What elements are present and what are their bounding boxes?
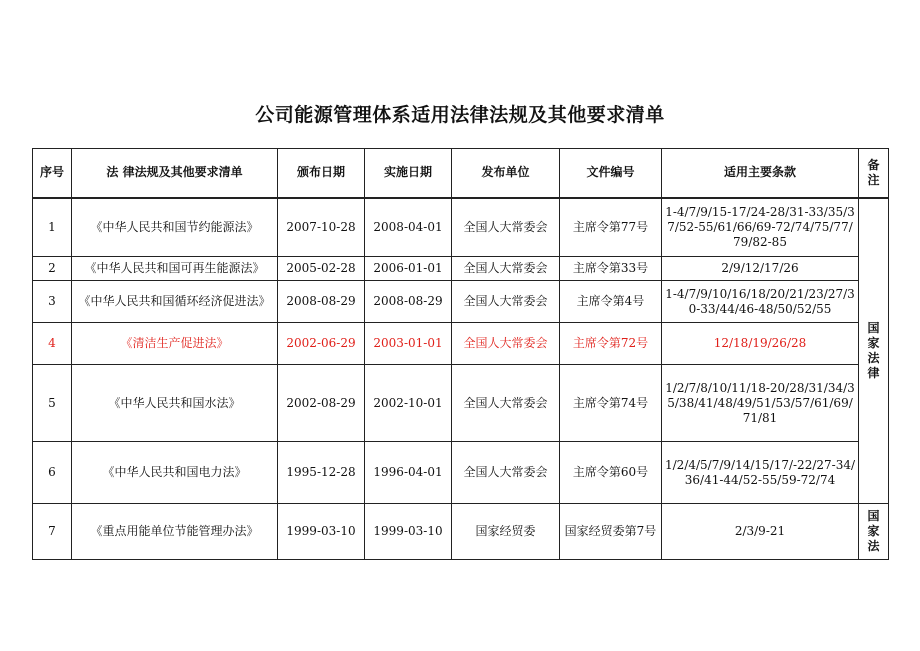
cell-publish-date: 2008-08-29 bbox=[278, 281, 365, 323]
cell-publish-date: 1999-03-10 bbox=[278, 504, 365, 560]
cell-effective-date: 2002-10-01 bbox=[365, 365, 452, 442]
cell-name: 《清洁生产促进法》 bbox=[72, 323, 278, 365]
remark-national-regulation: 国家法 bbox=[859, 504, 889, 560]
header-name: 法 律法规及其他要求清单 bbox=[72, 149, 278, 198]
cell-name: 《中华人民共和国循环经济促进法》 bbox=[72, 281, 278, 323]
cell-doc-no: 主席令第77号 bbox=[560, 198, 662, 257]
cell-clauses: 1-4/7/9/15-17/24-28/31-33/35/37/52-55/61/66/69-72/74/75/77/79/82-85 bbox=[662, 198, 859, 257]
cell-effective-date: 2008-04-01 bbox=[365, 198, 452, 257]
cell-name: 《中华人民共和国电力法》 bbox=[72, 442, 278, 504]
cell-name: 《中华人民共和国节约能源法》 bbox=[72, 198, 278, 257]
header-seq: 序号 bbox=[33, 149, 72, 198]
cell-issuer: 国家经贸委 bbox=[452, 504, 560, 560]
table-row bbox=[33, 323, 889, 365]
cell-name: 《重点用能单位节能管理办法》 bbox=[72, 504, 278, 560]
cell-seq: 2 bbox=[33, 257, 72, 281]
regulations-table bbox=[32, 148, 889, 560]
cell-seq: 1 bbox=[33, 198, 72, 257]
cell-doc-no: 主席令第60号 bbox=[560, 442, 662, 504]
cell-doc-no: 主席令第74号 bbox=[560, 365, 662, 442]
cell-seq: 3 bbox=[33, 281, 72, 323]
cell-issuer: 全国人大常委会 bbox=[452, 198, 560, 257]
cell-effective-date: 2003-01-01 bbox=[365, 323, 452, 365]
cell-doc-no: 主席令第72号 bbox=[560, 323, 662, 365]
page-title: 公司能源管理体系适用法律法规及其他要求清单 bbox=[255, 104, 665, 126]
cell-clauses: 1/2/4/5/7/9/14/15/17/-22/27-34/36/41-44/52-55/59-72/74 bbox=[662, 442, 859, 504]
cell-effective-date: 1996-04-01 bbox=[365, 442, 452, 504]
cell-name: 《中华人民共和国水法》 bbox=[72, 365, 278, 442]
cell-effective-date: 2008-08-29 bbox=[365, 281, 452, 323]
cell-clauses: 12/18/19/26/28 bbox=[662, 323, 859, 365]
cell-issuer: 全国人大常委会 bbox=[452, 365, 560, 442]
cell-issuer: 全国人大常委会 bbox=[452, 442, 560, 504]
cell-doc-no: 主席令第4号 bbox=[560, 281, 662, 323]
cell-issuer: 全国人大常委会 bbox=[452, 257, 560, 281]
cell-publish-date: 2002-08-29 bbox=[278, 365, 365, 442]
header-issuer: 发布单位 bbox=[452, 149, 560, 198]
table-row bbox=[33, 442, 889, 504]
cell-issuer: 全国人大常委会 bbox=[452, 323, 560, 365]
cell-seq: 4 bbox=[33, 323, 72, 365]
header-publish-date: 颁布日期 bbox=[278, 149, 365, 198]
cell-clauses: 2/9/12/17/26 bbox=[662, 257, 859, 281]
cell-publish-date: 2002-06-29 bbox=[278, 323, 365, 365]
cell-seq: 6 bbox=[33, 442, 72, 504]
table-row bbox=[33, 281, 889, 323]
cell-clauses: 1/2/7/8/10/11/18-20/28/31/34/35/38/41/48/49/51/53/57/61/69/ 71/81 bbox=[662, 365, 859, 442]
remark-national-law: 国家法律 bbox=[859, 198, 889, 504]
cell-seq: 7 bbox=[33, 504, 72, 560]
table-row bbox=[33, 198, 889, 257]
cell-clauses: 1-4/7/9/10/16/18/20/21/23/27/30-33/44/46-48/50/52/55 bbox=[662, 281, 859, 323]
header-doc-no: 文件编号 bbox=[560, 149, 662, 198]
cell-doc-no: 国家经贸委第7号 bbox=[560, 504, 662, 560]
table-row bbox=[33, 365, 889, 442]
cell-clauses: 2/3/9-21 bbox=[662, 504, 859, 560]
table-row bbox=[33, 504, 889, 560]
cell-publish-date: 1995-12-28 bbox=[278, 442, 365, 504]
cell-publish-date: 2007-10-28 bbox=[278, 198, 365, 257]
header-row bbox=[33, 149, 889, 198]
cell-effective-date: 2006-01-01 bbox=[365, 257, 452, 281]
cell-effective-date: 1999-03-10 bbox=[365, 504, 452, 560]
cell-name: 《中华人民共和国可再生能源法》 bbox=[72, 257, 278, 281]
header-clauses: 适用主要条款 bbox=[662, 149, 859, 198]
cell-seq: 5 bbox=[33, 365, 72, 442]
header-remark: 备注 bbox=[859, 149, 889, 198]
cell-issuer: 全国人大常委会 bbox=[452, 281, 560, 323]
cell-doc-no: 主席令第33号 bbox=[560, 257, 662, 281]
table-row bbox=[33, 257, 889, 281]
header-effective-date: 实施日期 bbox=[365, 149, 452, 198]
cell-publish-date: 2005-02-28 bbox=[278, 257, 365, 281]
